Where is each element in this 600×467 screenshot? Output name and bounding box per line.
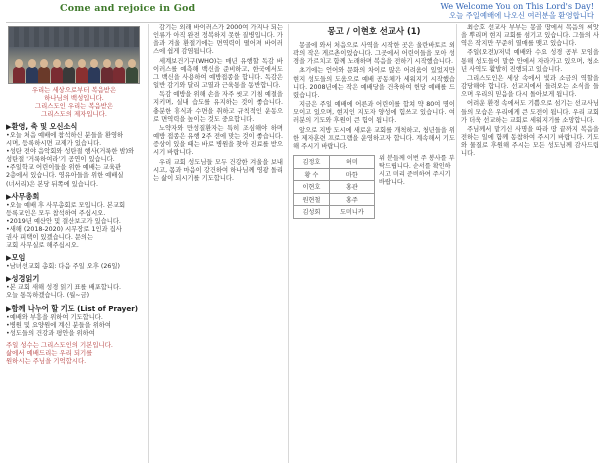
- announcement-line: 2층에서 있습니다. 영유아들을 위한 예배실: [6, 172, 124, 180]
- announcement-line: •병원 및 요양원에 계신 분들을 위하여: [6, 321, 111, 329]
- section-title: ▶사무총회: [6, 191, 40, 201]
- duty-cell: 김정호: [294, 156, 330, 169]
- photo-caption-line: 하나님의 백성입니다.: [44, 94, 104, 102]
- person-figure: [13, 67, 25, 83]
- article-paragraph: 우리 교회 성도님들 모두 건강한 겨울을 보내시고, 몸과 마음이 강건하여 하나님께 영광 돌리는 삶이 되시기를 기도합니다.: [153, 158, 283, 182]
- welcome-english: We Welcome You on This Lord's Day!: [440, 1, 594, 11]
- person-figure: [101, 67, 113, 83]
- duty-row: [294, 193, 375, 206]
- article-paragraph: 주일(오전)/저녁 예배와 수요 성경 공부 모임을 통해 성도들이 말씀 안에서 자라가고 있으며, 청소년 사역도 활발히 진행되고 있습니다.: [461, 49, 599, 73]
- closing-line: 원하시는 주님을 기억합시다.: [6, 357, 87, 366]
- announcement-line: 시며, 등록하시면 교제가 있습니다.: [6, 140, 102, 148]
- announcement-line: 교회 사무실로 해주십시오.: [6, 242, 79, 250]
- duty-note: 위 분들께 이번 주 봉사를 부탁드립니다. 순서를 확인하시고 미리 준비하여 주시기 바랍니다.: [379, 155, 455, 187]
- congregation-photo: [8, 26, 140, 84]
- header-divider: [6, 22, 594, 23]
- welcome-korean: 오늘 주일예배에 나오신 여러분을 환영합니다: [448, 11, 594, 20]
- article-paragraph: 어려운 환경 속에서도 기쁨으로 섬기는 선교사님들의 모습은 우리에게 큰 도전이 됩니다. 우리 교회가 더욱 선교하는 교회로 세워지기를 소망합니다.: [461, 100, 599, 124]
- announcement-line: •성탄 전야 음악회와 성탄절 행사(거룩한 밤)와: [6, 148, 135, 156]
- duty-row: [294, 206, 375, 219]
- person-head: [28, 59, 36, 68]
- duty-table: [293, 155, 375, 219]
- duty-row: [294, 156, 375, 169]
- article-paragraph: 앞으로 지방 도시에 새로운 교회를 개척하고, 청년들을 위한 제자훈련 프로그램을 운영하고자 합니다. 계속해서 기도해 주시기 바랍니다.: [293, 126, 455, 150]
- announcement-line: •본 교회 새해 성경 읽기 표를 배포합니다.: [6, 284, 122, 292]
- article-paragraph: 지금은 주일 예배에 어른과 어린이를 합쳐 약 80여 명이 모이고 있으며, 현지인 지도자 양성에 힘쓰고 있습니다. 여러분의 기도와 후원이 큰 힘이 됩니다.: [293, 101, 455, 125]
- person-head: [15, 59, 23, 68]
- person-head: [103, 59, 111, 68]
- duty-cell: 마한: [329, 168, 374, 181]
- article-paragraph: 독감 예방을 위해 손을 자주 씻고 기침 예절을 지키며, 실내 습도를 유지하는 것이 좋습니다. 충분한 휴식과 수면을 취하고 규칙적인 운동으로 면역력을 높이는 것도 중요합니다.: [153, 91, 283, 123]
- health-article-column: [148, 24, 283, 463]
- announcement-line: 등록교인은 모두 참석하여 주십시오.: [6, 209, 106, 217]
- article-paragraph: 최승호 선교사 부부는 몽골 땅에서 복음의 씨앗을 뿌리며 현지 교회를 섬기고 있습니다. 그들의 사역은 작지만 꾸준히 열매를 맺고 있습니다.: [461, 24, 599, 48]
- announcement-line: 권사 피택이 있겠습니다. 문의는: [6, 234, 94, 242]
- section-title: ▶함께 나누어 할 기도 (List of Prayer): [6, 303, 139, 313]
- person-figure: [51, 67, 63, 83]
- announcement-line: •2019년 예산안 및 결산보고가 있습니다.: [6, 217, 121, 225]
- section-title: ▶모임: [6, 253, 26, 263]
- header-title-left: Come and rejoice in God: [60, 3, 196, 14]
- article-paragraph: 몽골에 와서 처음으로 사역을 시작한 곳은 울란바토르 외곽의 작은 게르촌이었습니다. 그곳에서 어린이들을 모아 성경을 가르치고 함께 노래하며 복음을 전하기 시작했습니다.: [293, 42, 455, 66]
- missionary-article-column: [288, 24, 455, 463]
- announcement-line: •오늘 처음 예배에 참석하신 분들을 환영하: [6, 132, 124, 139]
- closing-line: 삶에서 예배드리는 우리 되기를: [6, 348, 93, 357]
- section-title: ▶환영, 축 및 오신소식: [6, 122, 78, 131]
- person-figure: [88, 67, 100, 83]
- mission-continued-column: [456, 24, 599, 463]
- duty-cell: 원현철: [294, 193, 330, 206]
- announcement-line: 성탄절 '거룩하여라'기 공연이 있습니다.: [6, 156, 115, 164]
- person-head: [78, 59, 86, 68]
- photo-caption-line: 그리스도의 제자입니다.: [41, 110, 107, 118]
- duty-cell: 도미니카: [329, 206, 374, 219]
- article-paragraph: 감기는 외래 바이러스가 2000여 가지나 되는 인류가 아직 완전 정복하지 못한 질병입니다. 가을과 겨울 환절기에는 면역력이 떨어져 바이러스에 쉽게 감염됩니다.: [153, 24, 283, 56]
- duty-row: [294, 181, 375, 194]
- person-head: [90, 59, 98, 68]
- announcement-sections: [6, 122, 142, 338]
- article-paragraph: 초기에는 언어와 문화의 차이로 많은 어려움이 있었지만 현지 성도들의 도움으로 예배 공동체가 세워지기 시작했습니다. 2008년에는 작은 예배당을 건축하여 헌당 예배를 드렸습니다.: [293, 67, 455, 99]
- person-figure: [76, 67, 88, 83]
- announcement-line: •성도들의 건강과 평안을 위하여: [6, 329, 95, 337]
- duty-cell: 김성회: [294, 206, 330, 219]
- announcement-line: •오늘 예배 후 사무총회로 모입니다. 본교회: [6, 201, 126, 209]
- article-paragraph: 주님께서 맡기신 사명을 따라 땅 끝까지 복음을 전하는 일에 함께 동참하여 주시기 바랍니다. 기도와 물질로 후원해 주시는 모든 성도님께 감사드립니다.: [461, 125, 599, 158]
- person-head: [115, 59, 123, 68]
- person-head: [40, 59, 48, 68]
- duty-cell: 홍주: [329, 193, 374, 206]
- closing-message: [6, 341, 142, 366]
- person-head: [65, 59, 73, 68]
- announcement-line: 오늘 통독하겠습니다. (월~금): [6, 292, 90, 300]
- photo-people: [9, 53, 139, 83]
- article-paragraph: 세계보건기구(WHO)는 매년 유행할 독감 바이러스를 예측해 백신을 준비하고, 한국에서도 그 백신을 사용하여 예방접종을 합니다. 독감은 일반 감기와 달리 고열과 근육통을 동반합니다.: [153, 57, 283, 90]
- announcement-line: •예배와 부흥을 위하여 기도합니다.: [6, 313, 103, 321]
- duty-cell: 이현호: [294, 181, 330, 194]
- photo-caption-line: 우리는 세상으로부터 복음받은: [31, 86, 117, 94]
- section-title: ▶성경읽기: [6, 274, 40, 284]
- announcement-line: •새해 (2018-2020) 시무장로 1인과 집사: [6, 225, 122, 233]
- photo-caption: [6, 86, 142, 118]
- photo-caption-line: 그리스도인 우리는 복음받은: [34, 102, 114, 110]
- person-figure: [63, 67, 75, 83]
- header-welcome: [354, 2, 594, 20]
- person-head: [53, 59, 61, 68]
- announcement-line: •남녀선교회 총회: 다음 주일 오후 (26일): [6, 263, 120, 271]
- article-paragraph: 그리스도인은 세상 속에서 빛과 소금의 역할을 감당해야 합니다. 선교지에서 들려오는 소식을 들으며 우리의 믿음을 다시 돌아보게 됩니다.: [461, 74, 599, 99]
- person-head: [128, 59, 136, 68]
- closing-line: 주일 성수는 그리스도인의 기본입니다.: [6, 340, 113, 349]
- duty-cell: 허미: [329, 156, 374, 169]
- duty-cell: 홍관: [329, 181, 374, 194]
- duty-cell: 황 수: [294, 168, 330, 181]
- announcement-line: •주일학교 어린이들을 위한 예배는 교육관: [6, 164, 122, 172]
- person-figure: [26, 67, 38, 83]
- person-figure: [126, 67, 138, 83]
- person-figure: [38, 67, 50, 83]
- photo-backdrop: [9, 27, 139, 47]
- person-figure: [113, 67, 125, 83]
- article-paragraph: 노약자와 만성질환자는 특히 조심해야 하며 예방 접종은 유행 2주 전에 맞는 것이 좋습니다. 증상이 있을 때는 바로 병원을 찾아 진료를 받으시기 바랍니다.: [153, 124, 283, 157]
- announcement-line: (너서리)은 본당 뒤쪽에 있습니다.: [6, 180, 98, 188]
- missionary-article-title: 몽고 / 이현호 선교사 (1): [327, 26, 421, 36]
- duty-row: [294, 168, 375, 181]
- announcements-column: [6, 24, 142, 463]
- duty-section: [293, 155, 455, 219]
